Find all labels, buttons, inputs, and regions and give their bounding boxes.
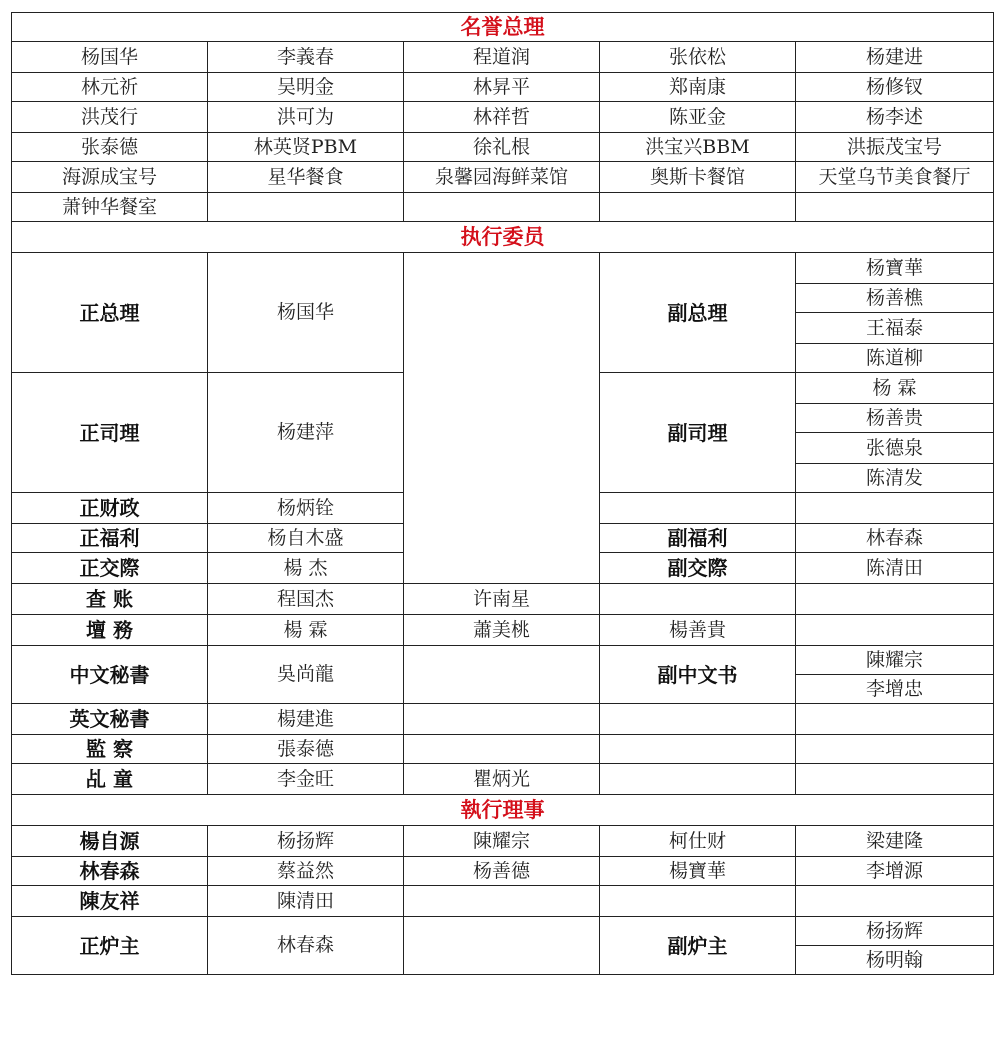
honorary-member: 杨国华: [12, 42, 208, 73]
english-secretary-name: 楊建進: [208, 704, 404, 735]
director-name-lead: 楊自源: [12, 826, 208, 857]
vice-secretary-name: 张德泉: [796, 433, 994, 464]
liaison-name: 楊 杰: [208, 553, 404, 584]
vice-secretary-name: 杨善贵: [796, 404, 994, 433]
honorary-member: 杨建进: [796, 42, 994, 73]
empty-cell: [600, 584, 796, 615]
auditor-name: 许南星: [404, 584, 600, 615]
director-name: 陳清田: [208, 886, 404, 917]
honorary-member: 天堂乌节美食餐厅: [796, 162, 994, 193]
empty-cell: [600, 886, 796, 917]
director-name: 楊寶華: [600, 857, 796, 886]
empty-cell: [796, 886, 994, 917]
honorary-member: 郑南康: [600, 73, 796, 102]
vice-chinese-secretary-name: 李增忠: [796, 675, 994, 704]
finance-role: 正财政: [12, 493, 208, 524]
divination-role: 乩 童: [12, 764, 208, 795]
vice-president-name: 陈道柳: [796, 344, 994, 373]
empty-cell: [404, 704, 600, 735]
empty-cell: [796, 615, 994, 646]
empty-cell: [404, 193, 600, 222]
honorary-member: 杨修钗: [796, 73, 994, 102]
secretary-general-role: 正司理: [12, 373, 208, 493]
director-name-lead: 林春森: [12, 857, 208, 886]
censer-master-name: 林春森: [208, 917, 404, 975]
empty-cell: [404, 253, 600, 584]
altar-name: 楊 霖: [208, 615, 404, 646]
supervisor-name: 張泰德: [208, 735, 404, 764]
empty-cell: [796, 735, 994, 764]
honorary-member: 奥斯卡餐馆: [600, 162, 796, 193]
vice-president-name: 王福泰: [796, 313, 994, 344]
vice-welfare-role: 副福利: [600, 524, 796, 553]
honorary-member: 杨李述: [796, 102, 994, 133]
honorary-member: 张泰德: [12, 133, 208, 162]
honorary-member: 星华餐食: [208, 162, 404, 193]
president-name: 杨国华: [208, 253, 404, 373]
honorary-member: 李義春: [208, 42, 404, 73]
vice-liaison-role: 副交際: [600, 553, 796, 584]
honorary-member: 海源成宝号: [12, 162, 208, 193]
director-name-lead: 陳友祥: [12, 886, 208, 917]
honorary-section-title: 名誉总理: [12, 13, 994, 42]
vice-secretary-role: 副司理: [600, 373, 796, 493]
vice-chinese-secretary-name: 陳耀宗: [796, 646, 994, 675]
welfare-name: 杨自木盛: [208, 524, 404, 553]
altar-role: 壇 務: [12, 615, 208, 646]
empty-cell: [404, 735, 600, 764]
honorary-member: 泉馨园海鲜菜馆: [404, 162, 600, 193]
vice-censer-master-name: 杨明翰: [796, 946, 994, 975]
director-name: 李增源: [796, 857, 994, 886]
president-role: 正总理: [12, 253, 208, 373]
vice-chinese-secretary-role: 副中文书: [600, 646, 796, 704]
vice-welfare-name: 林春森: [796, 524, 994, 553]
liaison-role: 正交際: [12, 553, 208, 584]
empty-cell: [600, 764, 796, 795]
empty-cell: [796, 704, 994, 735]
altar-name: 蕭美桃: [404, 615, 600, 646]
vice-secretary-name: 陈清发: [796, 464, 994, 493]
honorary-member: 吴明金: [208, 73, 404, 102]
vice-president-role: 副总理: [600, 253, 796, 373]
honorary-member: 林英贤PBM: [208, 133, 404, 162]
english-secretary-role: 英文秘書: [12, 704, 208, 735]
honorary-member: 萧钟华餐室: [12, 193, 208, 222]
honorary-member: 林元祈: [12, 73, 208, 102]
welfare-role: 正福利: [12, 524, 208, 553]
executive-section-title: 执行委员: [12, 222, 994, 253]
auditor-name: 程国杰: [208, 584, 404, 615]
honorary-member: 洪茂行: [12, 102, 208, 133]
empty-cell: [208, 193, 404, 222]
empty-cell: [404, 886, 600, 917]
vice-president-name: 杨善樵: [796, 284, 994, 313]
empty-cell: [600, 193, 796, 222]
auditor-role: 查 账: [12, 584, 208, 615]
honorary-member: 林昇平: [404, 73, 600, 102]
empty-cell: [796, 584, 994, 615]
director-name: 蔡益然: [208, 857, 404, 886]
director-name: 柯仕财: [600, 826, 796, 857]
honorary-member: 洪振茂宝号: [796, 133, 994, 162]
vice-censer-master-role: 副炉主: [600, 917, 796, 975]
supervisor-role: 監 察: [12, 735, 208, 764]
finance-name: 杨炳铨: [208, 493, 404, 524]
directors-section-title: 執行理事: [12, 795, 994, 826]
secretary-general-name: 杨建萍: [208, 373, 404, 493]
altar-name: 楊善貴: [600, 615, 796, 646]
chinese-secretary-name: 吳尚龍: [208, 646, 404, 704]
director-name: 梁建隆: [796, 826, 994, 857]
honorary-member: 洪可为: [208, 102, 404, 133]
director-name: 杨善德: [404, 857, 600, 886]
censer-master-role: 正炉主: [12, 917, 208, 975]
honorary-member: 徐礼根: [404, 133, 600, 162]
director-name: 陳耀宗: [404, 826, 600, 857]
director-name: 杨扬辉: [208, 826, 404, 857]
empty-cell: [404, 917, 600, 975]
empty-cell: [796, 193, 994, 222]
divination-name: 瞿炳光: [404, 764, 600, 795]
empty-cell: [796, 493, 994, 524]
empty-cell: [600, 735, 796, 764]
honorary-member: 张依松: [600, 42, 796, 73]
chinese-secretary-role: 中文秘書: [12, 646, 208, 704]
vice-censer-master-name: 杨扬辉: [796, 917, 994, 946]
vice-liaison-name: 陈清田: [796, 553, 994, 584]
vice-president-name: 杨寶華: [796, 253, 994, 284]
empty-cell: [600, 704, 796, 735]
committee-roster-table: [11, 12, 994, 975]
divination-name: 李金旺: [208, 764, 404, 795]
honorary-member: 洪宝兴BBM: [600, 133, 796, 162]
honorary-member: 林祥哲: [404, 102, 600, 133]
empty-cell: [600, 493, 796, 524]
empty-cell: [404, 646, 600, 704]
honorary-member: 陈亚金: [600, 102, 796, 133]
empty-cell: [796, 764, 994, 795]
honorary-member: 程道润: [404, 42, 600, 73]
vice-secretary-name: 杨 霖: [796, 373, 994, 404]
